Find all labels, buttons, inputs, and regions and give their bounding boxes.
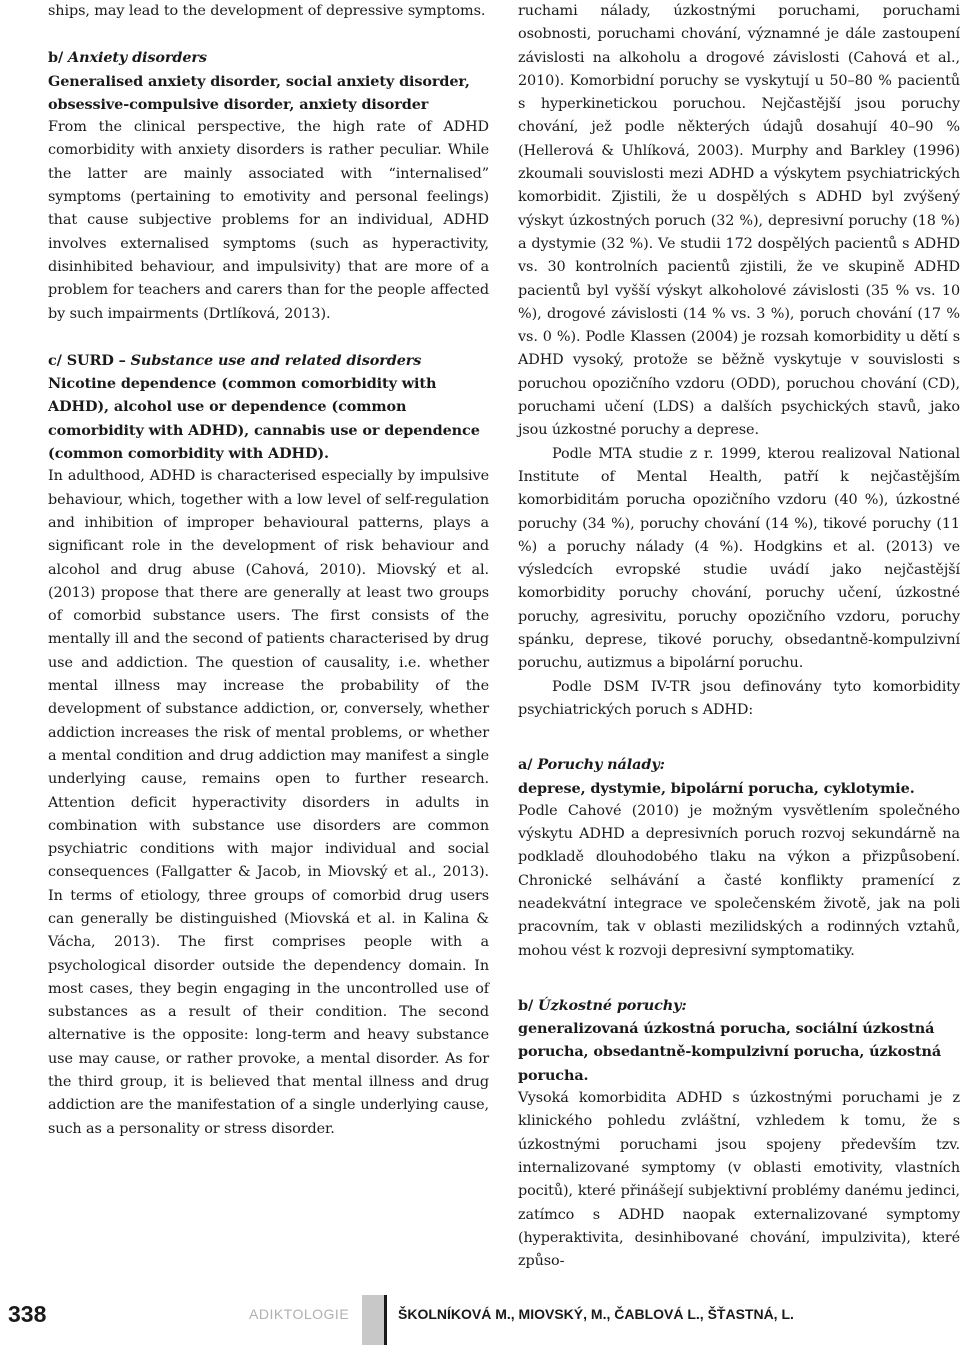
- section-subheading-anxiety: Generalised anxiety disorder, social anxiety disorder, obsessive-compulsive disorder, anxiety disorder: [48, 72, 470, 113]
- section-heading-anxiety: [48, 46, 489, 69]
- section-label: b/: [518, 996, 534, 1014]
- section-subheading-mood: deprese, dystymie, bipolární porucha, cyklotymie.: [518, 779, 915, 797]
- page-footer: [0, 1295, 960, 1345]
- section-label: a/: [518, 756, 533, 774]
- section-title: Úzkostné poruchy:: [538, 996, 687, 1014]
- section-subheading-surd: Nicotine dependence (common comorbidity with ADHD), alcohol use or dependence (common comorbidity with ADHD), cannabis use or dependence (common comorbidity with ADHD).: [48, 375, 480, 463]
- footer-divider: [362, 1295, 384, 1345]
- section-title: Poruchy nálady:: [537, 756, 665, 774]
- section-label: b/: [48, 49, 64, 67]
- section-heading-mood: [518, 753, 960, 776]
- mta-paragraph: Podle MTA studie z r. 1999, kterou realizoval National Institute of Mental Health, patří k nejčastějším komorbiditám porucha opozičního vzdoru (40 %), úzkostné poruchy (34 %), poruchy chování (14 %), tikové poruchy (11 %) a poruchy nálady (4 %). Hodgkins et al. (2013) ve výsledcích evropské studie uvádí jako nejčastější komorbidity poruchy chování, poruchy učení, úzkostné poruchy, agresivitu, poruchy opozičního vzdoru, poruchy spánku, deprese, tikové poruchy, obsedantně-kompulzivní poruchu, autizmus a bipolární poruchu.: [518, 445, 960, 672]
- section-heading-surd: [48, 349, 489, 372]
- journal-name: ADIKTOLOGIE: [249, 1306, 350, 1322]
- surd-body: In adulthood, ADHD is characterised especially by impulsive behaviour, which, together with a low level of self-regulation and inhibition of improper behavioural patterns, plays a significant role in the development of risk behaviour and alcohol and drug abuse (Cahová, 2010). Miovský et al. (2013) propose that there are generally at least two groups of comorbid substance users. The first consists of the mentally ill and the second of patients characterised by drug use and addiction. The question of causality, i.e. whether mental illness may increase the probability of the development of substance addiction, or, conversely, whether addiction increases the risk of mental problems, or whether a mental condition and drug addiction may manifest a single underlying cause, remains open to further research. Attention deficit hyperactivity disorders in adults in combination with substance use disorders are common psychiatric conditions with major individual and social consequences (Fallgatter & Jacob, in Miovský et al., 2013). In terms of etiology, three groups of comorbid drug users can generally be distinguished (Miovská et al. in Kalina & Vácha, 2013). The first comprises people with a psychological disorder outside the dependency domain. In most cases, they begin engaging in the uncontrolled use of substances as a result of their condition. The second alternative is the opposite: long-term and heavy substance use may cause, or rather provoke, a mental disorder. As for the third group, it is believed that mental illness and drug addiction are the manifestation of a single underlying cause, such as a personality or stress disorder.: [48, 468, 489, 1137]
- anxiety-body: From the clinical perspective, the high rate of ADHD comorbidity with anxiety disorders is rather peculiar. While the latter are mainly associated with “internalised” symptoms (pertaining to emotivity and personal feelings) that cause subjective problems for an individual, ADHD involves externalised symptoms (such as hyperactivity, disinhibited behaviour, and impulsivity) that are more of a problem for teachers and carers than for the people affected by such impairments (Drtlíková, 2013).: [48, 119, 489, 322]
- section-heading-anxiety-cz: [518, 994, 960, 1017]
- right-column: [518, 0, 960, 1273]
- section-subheading-anxiety-cz: generalizovaná úzkostná porucha, sociální úzkostná porucha, obsedantně-kompulzivní porucha, úzkostná porucha.: [518, 1020, 942, 1084]
- section-title: Substance use and related disorders: [130, 351, 422, 369]
- left-column: [48, 0, 489, 1141]
- comorbidity-paragraph: ruchami nálady, úzkostnými poruchami, poruchami osobnosti, poruchami chování, významné je dále zastoupení závislosti na alkoholu a drogové závislosti (Cahová et al., 2010). Komorbidní poruchy se vyskytují u 50–80 % pacientů s hyperkinetickou poruchou. Nejčastější jsou poruchy chování, jež podle některých údajů dosahují 40–90 % (Hellerová & Uhlíková, 2003). Murphy and Barkley (1996) zkoumali souvislosti mezi ADHD a výskytem psychiatrických komorbidit. Zjistili, že u dospělých s ADHD byl zvýšený výskyt úzkostných poruch (32 %), depresivní poruchy (18 %) a dystymie (32 %). Ve studii 172 dospělých pacientů s ADHD vs. 30 kontrolních pacientů zjistili, že ve skupině ADHD pacientů byl vyšší výskyt alkoholové závislosti (35 % vs. 10 %), drogové závislosti (14 % vs. 3 %), poruch chování (17 % vs. 0 %). Podle Klassen (2004) je rozsah komorbidity u dětí s ADHD vysoký, protože se běžně vyskytuje v souvislosti s poruchou opozičního vzdoru (ODD), poruchou chování (CD), poruchami učení (LDS) a dalších psychických stavů, jako jsou úzkostné poruchy a deprese.: [518, 3, 960, 439]
- mood-body: Podle Cahové (2010) je možným vysvětlením společného výskytu ADHD a depresivních poruch rozvoj sekundárně na podkladě dlouhodobého tlaku na výkon a přizpůsobení. Chronické selhávání a časté konflikty pramenící z neadekvátní integrace ve společenském životě, jak na poli pracovním, tak v oblasti mezilidských a rodinných vztahů, mohou vést k rozvoji depresivní symptomatiky.: [518, 802, 960, 959]
- anxiety-cz-body: Vysoká komorbidita ADHD s úzkostnými poruchami je z klinického pohledu zvláštní, vzhledem k tomu, že s úzkostnými poruchami jsou spojeny především tzv. internalizované symptomy (v oblasti emotivity, vlastních pocitů), které přinášejí subjektivní problémy danému jedinci, zatímco s ADHD naopak externalizované symptomy (hyperaktivita, desinhibované chování, impulzivita), které způso-: [518, 1090, 960, 1270]
- page-number: 338: [8, 1301, 47, 1327]
- section-title: Anxiety disorders: [68, 49, 207, 67]
- dsm-paragraph: Podle DSM IV-TR jsou definovány tyto komorbidity psychiatrických poruch s ADHD:: [518, 678, 960, 718]
- footer-authors: ŠKOLNÍKOVÁ M., MIOVSKÝ, M., ČABLOVÁ L., ŠŤASTNÁ, L.: [398, 1306, 794, 1322]
- section-label: c/ SURD –: [48, 351, 126, 369]
- intro-paragraph: ships, may lead to the development of depressive symptoms.: [48, 3, 486, 19]
